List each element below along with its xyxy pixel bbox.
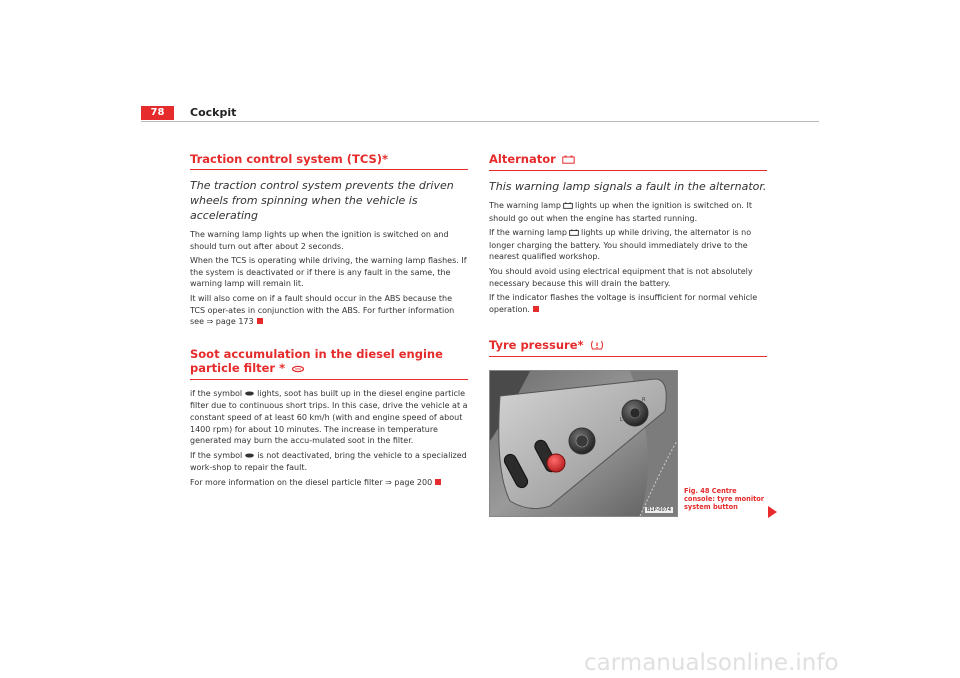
alternator-paragraph-2: If the warning lamp lights up while driving, the alternator is no longer charging the battery. You should immediately drive to the nearest qualified workshop. — [489, 228, 752, 262]
tcs-paragraph-3: It will also come on if a fault should occur in the ABS because the TCS oper-ates in conjunction with the ABS. For further information see ⇒ page 173 — [190, 293, 455, 327]
left-column — [190, 152, 468, 492]
soot-section-title: Soot accumulation in the diesel engine particle filter * — [190, 347, 468, 380]
figure-code: B1P-0074 — [646, 507, 671, 513]
tyre-pressure-icon — [590, 339, 604, 353]
soot-paragraph-1: if the symbol lights, soot has built up in the diesel engine particle filter due to continuous short trips. In this case, drive the vehicle at a constant speed of at least 60 km/h (with and engine speed of about 1400 rpm) for about 10 minutes. The increase in temperature generated may burn the accu-mulated soot in the filter. — [190, 388, 468, 446]
page-number-tab: 78 — [141, 106, 174, 120]
alternator-lead: This warning lamp signals a fault in the alternator. — [489, 180, 767, 193]
svg-text:R: R — [642, 397, 646, 403]
battery-icon — [562, 153, 575, 167]
battery-icon — [569, 228, 579, 240]
soot-paragraph-3: For more information on the diesel particle filter ⇒ page 200 — [190, 477, 468, 489]
figure-caption: Fig. 48 Centre console: tyre monitor system button — [684, 487, 765, 511]
svg-text:L: L — [620, 417, 623, 423]
tyre-monitor-figure — [489, 370, 678, 517]
tcs-lead: The traction control system prevents the driven wheels from spinning when the vehicle is accelerating — [190, 179, 454, 222]
particle-filter-icon — [291, 362, 305, 376]
tcs-section-title: Traction control system (TCS)* — [190, 152, 468, 170]
end-mark-icon — [257, 318, 263, 324]
particle-filter-icon — [244, 451, 255, 463]
tcs-paragraph-2: When the TCS is operating while driving, the warning lamp flashes. If the system is deactivated or if there is any fault in the same, the warning lamp will remain lit. — [190, 256, 467, 289]
alternator-paragraph-4: If the indicator flashes the voltage is insufficient for normal vehicle operation. — [489, 293, 758, 314]
tcs-paragraph-1: The warning lamp lights up when the ignition is switched on and should turn out after about 2 seconds. — [190, 230, 449, 251]
end-mark-icon — [435, 479, 441, 485]
particle-filter-icon — [244, 389, 255, 401]
page-header-title: Cockpit — [190, 106, 237, 119]
right-column — [489, 152, 767, 357]
header-rule — [141, 121, 819, 122]
battery-icon — [563, 201, 573, 213]
tyre-section-title: Tyre pressure* — [489, 338, 767, 357]
end-mark-icon — [533, 306, 539, 312]
alternator-section-title: Alternator — [489, 152, 767, 171]
alternator-paragraph-1: The warning lamp lights up when the ignition is switched on. It should go out when the engine has started running. — [489, 201, 752, 223]
centre-console-illustration — [490, 371, 677, 516]
next-page-arrow-icon[interactable] — [768, 506, 777, 518]
watermark: carmanualsonline.info — [584, 650, 839, 676]
soot-paragraph-2: If the symbol is not deactivated, bring the vehicle to a specialized work-shop to repair the fault. — [190, 450, 467, 473]
alternator-paragraph-3: You should avoid using electrical equipment that is not absolutely necessary because this will drain the battery. — [489, 266, 753, 288]
